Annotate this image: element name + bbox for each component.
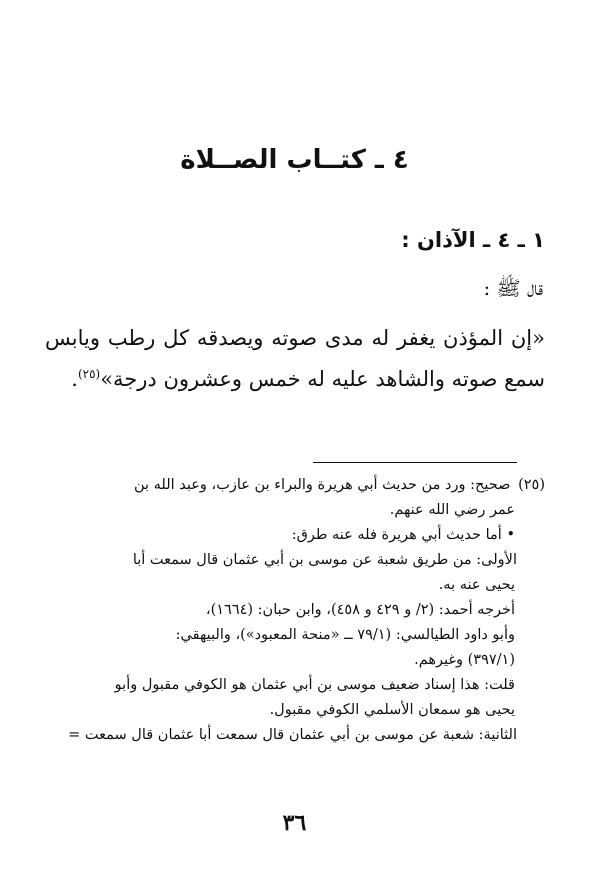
footnote-line: وأبو داود الطيالسي: (٧٩/١ ــ «منحة المعبود»)، والبيهقي: xyxy=(175,627,515,643)
footnote-line: عمر رضي الله عنهم. xyxy=(389,502,515,518)
hadith-text: «إن المؤذن يغفر له مدى صوته ويصدقه كل رطب ويابس سمع صوته والشاهد عليه له خمس وعشرون درجة» xyxy=(45,326,545,391)
page-number: ٣٦ xyxy=(282,810,307,836)
section-heading: ١ ـ ٤ ـ الآذان : xyxy=(401,228,545,252)
hadith-intro: قال ﷺ : xyxy=(483,276,543,300)
footnote-text: صحيح: ورد من حديث أبي هريرة والبراء بن عازب، وعبد الله بن xyxy=(133,477,511,493)
footnote-line: يحيى عنه به. xyxy=(438,577,515,593)
footnote-line: الثانية: شعبة عن موسى بن أبي عثمان قال سمعت أبا عثمان قال سمعت = xyxy=(68,727,517,743)
footnotes xyxy=(45,473,545,748)
footnote-line: قلت: هذا إسناد ضعيف موسى بن أبي عثمان هو الكوفي مقبول وأبو xyxy=(114,677,515,693)
footnote-line: • أما حديث أبي هريرة فله عنه طرق: xyxy=(291,527,515,543)
hadith-end-punctuation: . xyxy=(71,367,78,391)
footnote-line: (٣٩٧/١) وغيرهم. xyxy=(414,652,515,668)
footnote-number: (٢٥) xyxy=(518,477,545,493)
chapter-title: ٤ ـ كتــاب الصــلاة xyxy=(180,145,409,175)
hadith-text-block xyxy=(45,318,545,400)
footnote-separator xyxy=(313,462,517,463)
footnote-line: أخرجه أحمد: (٢/ و ٤٢٩ و ٤٥٨)، وابن حبان: (١٦٦٤)، xyxy=(205,602,515,618)
footnote-line: الأولى: من طريق شعبة عن موسى بن أبي عثمان قال سمعت أبا xyxy=(132,552,517,568)
footnote-reference[interactable]: (٢٥) xyxy=(77,367,101,381)
footnote-line: يحيى هو سمعان الأسلمي الكوفي مقبول. xyxy=(269,702,515,718)
footnote-line xyxy=(45,473,545,498)
